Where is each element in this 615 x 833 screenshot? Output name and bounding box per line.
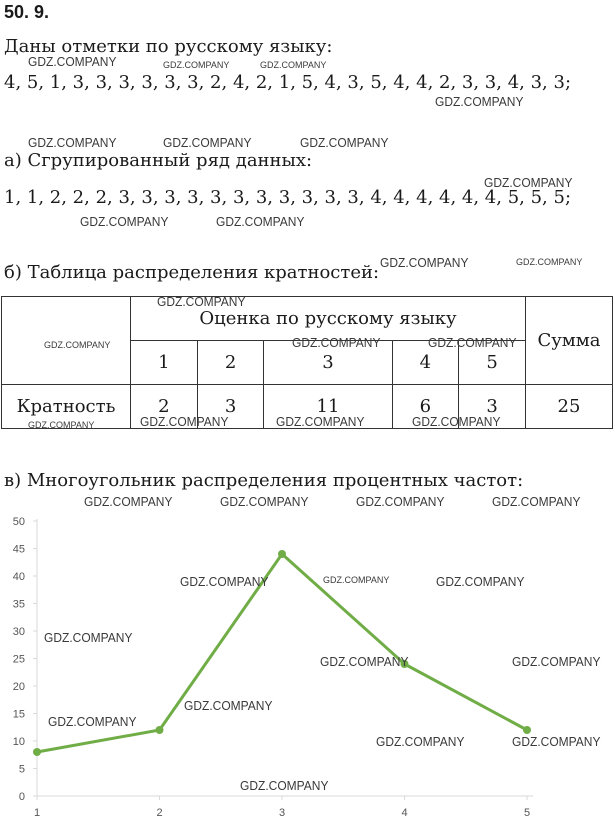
- count-cell: 11: [264, 385, 392, 429]
- count-cell: 6: [392, 385, 459, 429]
- y-tick-label: 30: [12, 626, 25, 638]
- watermark: GDZ.COMPANY: [80, 214, 169, 230]
- watermark: GDZ.COMPANY: [292, 335, 381, 351]
- y-tick-label: 20: [12, 681, 25, 693]
- count-cell: 3: [459, 385, 526, 429]
- watermark: GDZ.COMPANY: [516, 256, 583, 268]
- watermark: GDZ.COMPANY: [276, 414, 365, 430]
- watermark: GDZ.COMPANY: [163, 135, 252, 151]
- watermark: GDZ.COMPANY: [163, 59, 230, 71]
- data-point: [278, 550, 286, 558]
- watermark: GDZ.COMPANY: [428, 335, 517, 351]
- count-cell: 2: [131, 385, 198, 429]
- data-point: [156, 726, 164, 734]
- watermark: GDZ.COMPANY: [184, 698, 273, 714]
- watermark: GDZ.COMPANY: [48, 714, 137, 730]
- y-tick-label: 35: [12, 598, 25, 611]
- x-tick-label: 3: [278, 807, 286, 819]
- table-header: Оценка по русскому языку: [131, 297, 526, 341]
- watermark: GDZ.COMPANY: [84, 494, 173, 510]
- watermark: GDZ.COMPANY: [412, 414, 501, 430]
- watermark: GDZ.COMPANY: [320, 654, 409, 670]
- y-tick-label: 25: [12, 653, 25, 666]
- watermark: GDZ.COMPANY: [157, 294, 246, 310]
- watermark: GDZ.COMPANY: [512, 734, 601, 750]
- watermark: GDZ.COMPANY: [180, 574, 269, 590]
- watermark: GDZ.COMPANY: [44, 630, 133, 646]
- x-tick-label: 5: [523, 807, 531, 819]
- y-tick-label: 15: [12, 708, 25, 721]
- watermark: GDZ.COMPANY: [376, 734, 465, 750]
- watermark: GDZ.COMPANY: [140, 414, 229, 430]
- watermark: GDZ.COMPANY: [435, 94, 524, 110]
- data-point: [523, 726, 531, 734]
- watermark: GDZ.COMPANY: [492, 494, 581, 510]
- watermark: GDZ.COMPANY: [240, 778, 329, 794]
- watermark: GDZ.COMPANY: [484, 175, 573, 191]
- watermark: GDZ.COMPANY: [323, 574, 390, 586]
- watermark: GDZ.COMPANY: [436, 574, 525, 590]
- watermark: GDZ.COMPANY: [220, 494, 309, 510]
- part-c-title: в) Многоугольник распределения процентных частот:: [4, 470, 524, 491]
- watermark: GDZ.COMPANY: [28, 135, 117, 151]
- marks-row: 4, 5, 1, 3, 3, 3, 3, 3, 3, 2, 4, 2, 1, 5, 4, 3, 5, 4, 4, 2, 3, 3, 4, 3, 3;: [4, 72, 572, 93]
- grade-cell: 1: [131, 341, 198, 385]
- y-tick-label: 50: [12, 516, 25, 528]
- x-tick-label: 4: [401, 807, 408, 819]
- count-cell: 3: [197, 385, 264, 429]
- watermark: GDZ.COMPANY: [512, 654, 601, 670]
- distribution-table: [1, 296, 613, 429]
- watermark: GDZ.COMPANY: [28, 419, 95, 431]
- y-tick-label: 5: [18, 763, 25, 776]
- watermark: GDZ.COMPANY: [216, 214, 305, 230]
- x-tick-label: 1: [33, 807, 41, 819]
- watermark: GDZ.COMPANY: [380, 255, 469, 271]
- part-b-title: б) Таблица распределения кратностей:: [4, 262, 380, 283]
- row-label: Кратность: [2, 385, 131, 429]
- y-tick-label: 40: [12, 571, 25, 583]
- data-point: [33, 748, 41, 756]
- y-tick-label: 45: [12, 543, 25, 556]
- part-a-title: а) Сгрупированный ряд данных:: [4, 150, 313, 171]
- problem-number: 50. 9.: [4, 2, 50, 22]
- grade-cell: 4: [392, 341, 459, 385]
- grade-cell: 5: [459, 341, 526, 385]
- y-tick-label: 0: [18, 791, 25, 803]
- grade-cell: 2: [197, 341, 264, 385]
- sum-header: Сумма: [526, 297, 613, 385]
- y-tick-label: 10: [12, 736, 25, 748]
- grouped-row: 1, 1, 2, 2, 2, 3, 3, 3, 3, 3, 3, 3, 3, 3, 3, 3, 4, 4, 4, 4, 4, 4, 5, 5, 5;: [4, 187, 572, 208]
- watermark: GDZ.COMPANY: [300, 135, 389, 151]
- watermark: GDZ.COMPANY: [44, 339, 111, 351]
- total-cell: 25: [526, 385, 613, 429]
- intro-text: Даны отметки по русскому языку:: [4, 36, 333, 57]
- watermark: GDZ.COMPANY: [260, 59, 327, 71]
- grade-cell: 3: [264, 341, 392, 385]
- watermark: GDZ.COMPANY: [28, 54, 117, 70]
- watermark: GDZ.COMPANY: [356, 494, 445, 510]
- x-tick-label: 2: [156, 807, 163, 819]
